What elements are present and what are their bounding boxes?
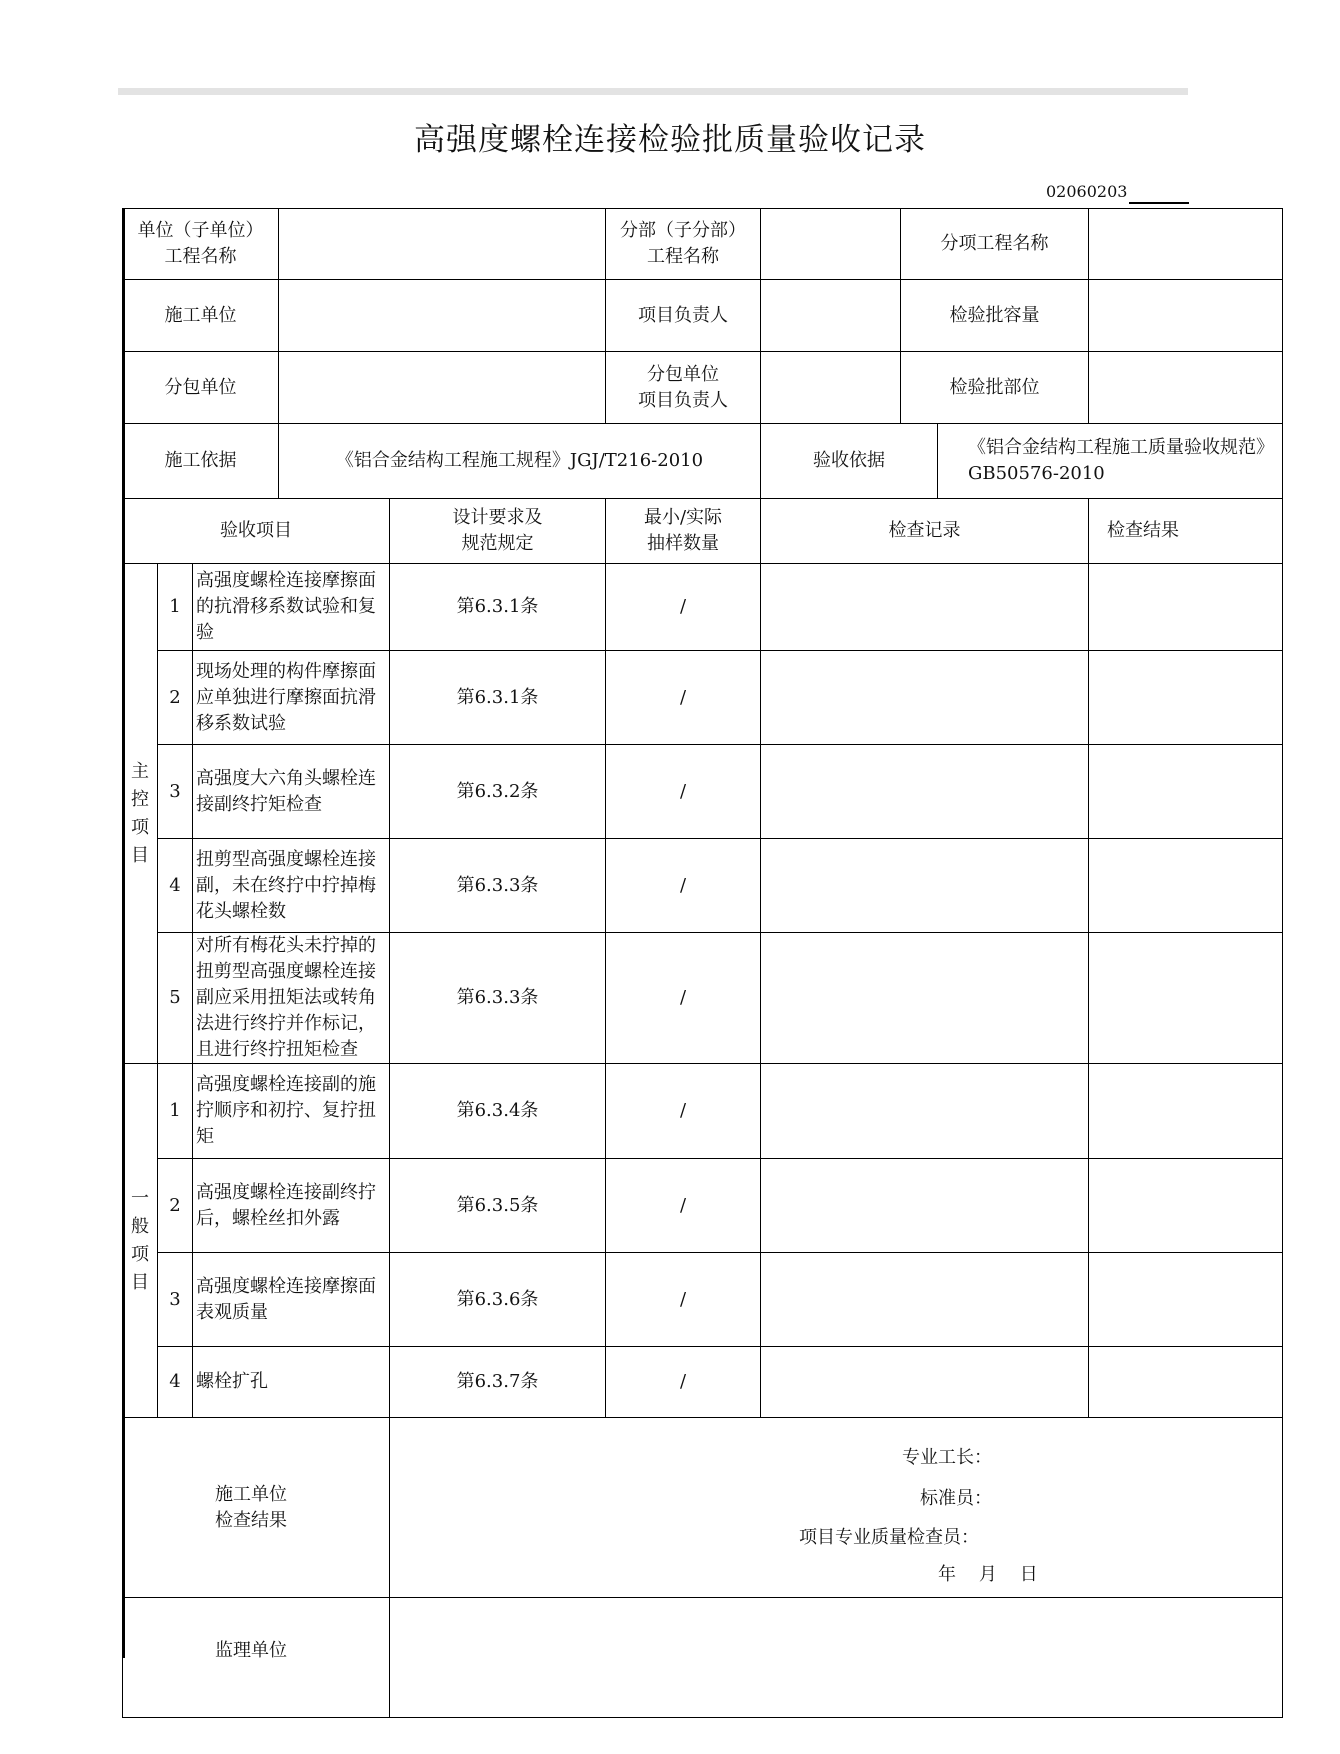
col-header-design: 设计要求及 规范规定 — [390, 499, 606, 564]
construction-basis-label: 施工依据 — [123, 424, 279, 499]
supervisor-label: 监理单位 — [123, 1598, 390, 1718]
item-spec: 第6.3.6条 — [390, 1253, 606, 1347]
item-description: 高强度螺栓连接摩擦面表观质量 — [193, 1253, 390, 1347]
page-title: 高强度螺栓连接检验批质量验收记录 — [414, 122, 926, 158]
item-result-cell[interactable] — [1089, 933, 1283, 1064]
item-description: 扭剪型高强度螺栓连接副，未在终拧中拧掉梅花头螺栓数 — [193, 839, 390, 933]
item-record-cell[interactable] — [761, 1159, 1089, 1253]
item-result-cell[interactable] — [1089, 564, 1283, 651]
contractor-check-label: 施工单位 检查结果 — [123, 1418, 390, 1598]
item-spec: 第6.3.3条 — [390, 839, 606, 933]
item-sample: / — [606, 1064, 761, 1159]
item-number: 3 — [158, 1253, 193, 1347]
table-row — [123, 839, 1283, 933]
item-spec: 第6.3.4条 — [390, 1064, 606, 1159]
sub-leader-label: 分包单位 项目负责人 — [606, 352, 761, 424]
item-description: 高强度螺栓连接副终拧后，螺栓丝扣外露 — [193, 1159, 390, 1253]
batch-location-cell[interactable] — [1089, 352, 1283, 424]
standard-officer-label: 标准员： — [920, 1487, 992, 1509]
form-code-underline — [1129, 202, 1189, 204]
item-result-cell[interactable] — [1089, 745, 1283, 839]
item-record-cell[interactable] — [761, 1064, 1089, 1159]
item-number: 5 — [158, 933, 193, 1064]
sub-part-label: 分部（子分部） 工程名称 — [606, 209, 761, 280]
item-record-cell[interactable] — [761, 1253, 1089, 1347]
foreman-label: 专业工长： — [902, 1446, 992, 1468]
item-record-cell[interactable] — [761, 745, 1089, 839]
item-record-cell[interactable] — [761, 651, 1089, 745]
item-number: 4 — [158, 839, 193, 933]
item-record-cell[interactable] — [761, 933, 1089, 1064]
sub-item-label: 分项工程名称 — [901, 209, 1089, 280]
item-spec: 第6.3.1条 — [390, 651, 606, 745]
item-description: 高强度螺栓连接副的施拧顺序和初拧、复拧扭矩 — [193, 1064, 390, 1159]
table-row — [123, 933, 1283, 1064]
col-header-result: 检查结果 — [1089, 499, 1283, 564]
contractor-label: 施工单位 — [123, 280, 279, 352]
item-number: 3 — [158, 745, 193, 839]
table-row — [123, 1159, 1283, 1253]
item-record-cell[interactable] — [761, 564, 1089, 651]
item-record-cell[interactable] — [761, 839, 1089, 933]
general-group-label: 一 般 项 目 — [123, 1064, 158, 1418]
table-row — [123, 1064, 1283, 1159]
col-header-sample: 最小/实际 抽样数量 — [606, 499, 761, 564]
item-description: 对所有梅花头未拧掉的扭剪型高强度螺栓连接副应采用扭矩法或转角法进行终拧并作标记，且进行终拧扭矩检查 — [193, 933, 390, 1064]
item-description: 高强度大六角头螺栓连接副终拧矩检查 — [193, 745, 390, 839]
item-sample: / — [606, 745, 761, 839]
item-spec: 第6.3.1条 — [390, 564, 606, 651]
item-description: 现场处理的构件摩擦面应单独进行摩擦面抗滑移系数试验 — [193, 651, 390, 745]
item-spec: 第6.3.2条 — [390, 745, 606, 839]
item-result-cell[interactable] — [1089, 1347, 1283, 1418]
quality-inspector-label: 项目专业质量检查员： — [799, 1526, 979, 1548]
batch-location-label: 检验批部位 — [901, 352, 1089, 424]
subcontractor-cell[interactable] — [279, 352, 606, 424]
item-result-cell[interactable] — [1089, 651, 1283, 745]
item-result-cell[interactable] — [1089, 1253, 1283, 1347]
date-label: 年 月 日 — [938, 1563, 1038, 1585]
acceptance-basis-value: 《铝合金结构工程施工质量验收规范》GB50576-2010 — [938, 424, 1283, 499]
item-description: 螺栓扩孔 — [193, 1347, 390, 1418]
item-number: 1 — [158, 1064, 193, 1159]
item-sample: / — [606, 839, 761, 933]
table-row — [123, 651, 1283, 745]
item-sample: / — [606, 933, 761, 1064]
project-leader-cell[interactable] — [761, 280, 901, 352]
item-number: 4 — [158, 1347, 193, 1418]
supervisor-cell[interactable] — [390, 1598, 1283, 1718]
col-header-record: 检查记录 — [761, 499, 1089, 564]
item-description: 高强度螺栓连接摩擦面的抗滑移系数试验和复验 — [193, 564, 390, 651]
batch-capacity-cell[interactable] — [1089, 280, 1283, 352]
contractor-check-cell[interactable] — [390, 1418, 1283, 1598]
main-control-group-label: 主 控 项 目 — [123, 564, 158, 1064]
item-result-cell[interactable] — [1089, 1159, 1283, 1253]
item-sample: / — [606, 1253, 761, 1347]
sub-item-name-cell[interactable] — [1089, 209, 1283, 280]
table-left-border — [122, 208, 125, 1658]
sub-part-name-cell[interactable] — [761, 209, 901, 280]
inspection-form — [122, 208, 1274, 1661]
form-code: 02060203 — [1046, 182, 1128, 201]
col-header-item: 验收项目 — [123, 499, 390, 564]
contractor-cell[interactable] — [279, 280, 606, 352]
inspection-table — [122, 208, 1283, 1718]
item-record-cell[interactable] — [761, 1347, 1089, 1418]
unit-name-cell[interactable] — [279, 209, 606, 280]
sub-leader-cell[interactable] — [761, 352, 901, 424]
item-number: 2 — [158, 1159, 193, 1253]
acceptance-basis-label: 验收依据 — [761, 424, 938, 499]
item-spec: 第6.3.5条 — [390, 1159, 606, 1253]
item-sample: / — [606, 564, 761, 651]
batch-capacity-label: 检验批容量 — [901, 280, 1089, 352]
item-sample: / — [606, 1159, 761, 1253]
table-row — [123, 564, 1283, 651]
item-sample: / — [606, 1347, 761, 1418]
project-leader-label: 项目负责人 — [606, 280, 761, 352]
item-result-cell[interactable] — [1089, 1064, 1283, 1159]
top-rule — [118, 88, 1188, 95]
table-row — [123, 745, 1283, 839]
item-spec: 第6.3.3条 — [390, 933, 606, 1064]
construction-basis-value: 《铝合金结构工程施工规程》JGJ/T216-2010 — [279, 424, 761, 499]
item-number: 2 — [158, 651, 193, 745]
unit-label: 单位（子单位） 工程名称 — [123, 209, 279, 280]
item-spec: 第6.3.7条 — [390, 1347, 606, 1418]
table-row — [123, 1253, 1283, 1347]
item-number: 1 — [158, 564, 193, 651]
item-result-cell[interactable] — [1089, 839, 1283, 933]
subcontractor-label: 分包单位 — [123, 352, 279, 424]
table-row — [123, 1347, 1283, 1418]
item-sample: / — [606, 651, 761, 745]
